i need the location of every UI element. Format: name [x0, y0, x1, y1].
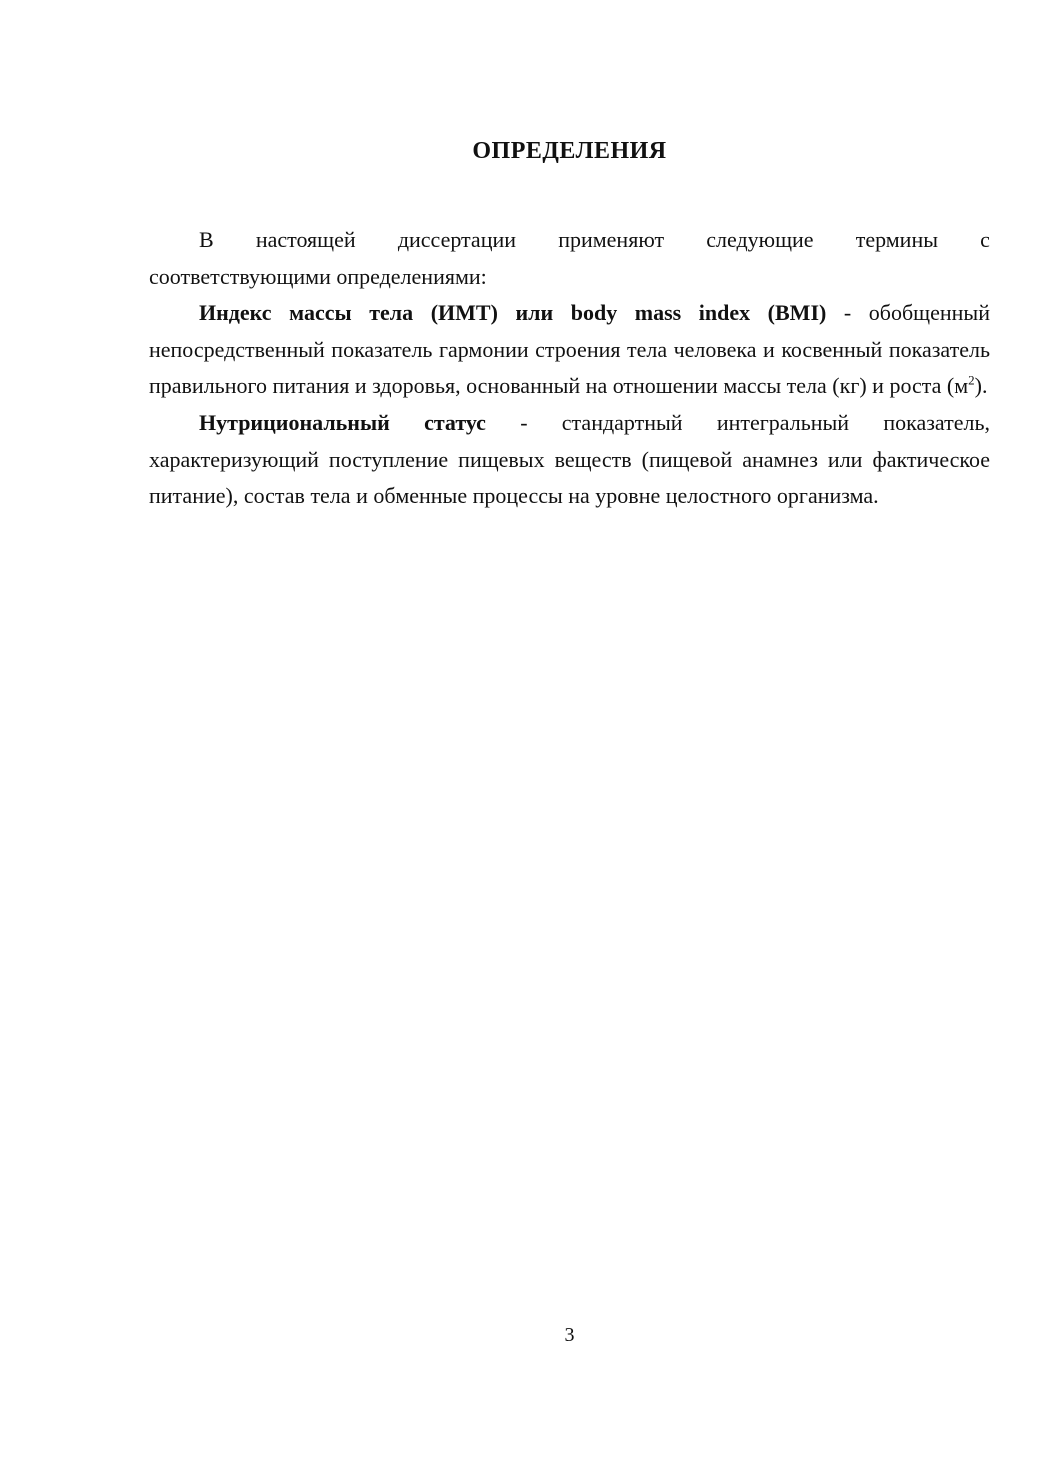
definition-text: - стандартный интегральный показатель, характеризующий поступление пищевых веществ (пищевой анамнез или фактическое питание), состав тела и обменные процессы на уровне целостного организма. [149, 409, 990, 509]
definition-nutritional-status [149, 405, 990, 515]
intro-word: применяют [558, 227, 665, 252]
intro-word: диссертации [397, 227, 517, 252]
definition-bmi [149, 295, 990, 405]
intro-word: термины [855, 227, 939, 252]
intro-word: следующие [706, 227, 814, 252]
superscript: 2 [968, 373, 975, 389]
definition-term: Индекс массы тела (ИМТ) или body mass index (BMI) [199, 300, 827, 326]
definitions-body [149, 222, 990, 515]
page-number: 3 [564, 1324, 575, 1346]
definition-text-end: ). [974, 373, 988, 399]
intro-word: В [199, 227, 214, 252]
intro-line [149, 222, 990, 259]
definition-term: Нутрициональный статус [199, 409, 486, 435]
intro-word: с [980, 227, 990, 252]
definition-text: - обобщенный непосредственный показатель гармонии строения тела человека и косвенный показатель правильного питания и здоровья, основанный на отношении массы тела (кг) и роста (м [149, 300, 990, 399]
page-title: ОПРЕДЕЛЕНИЯ [472, 138, 667, 164]
intro-word: настоящей [255, 227, 356, 252]
intro-continuation: соответствующими определениями: [149, 263, 487, 289]
